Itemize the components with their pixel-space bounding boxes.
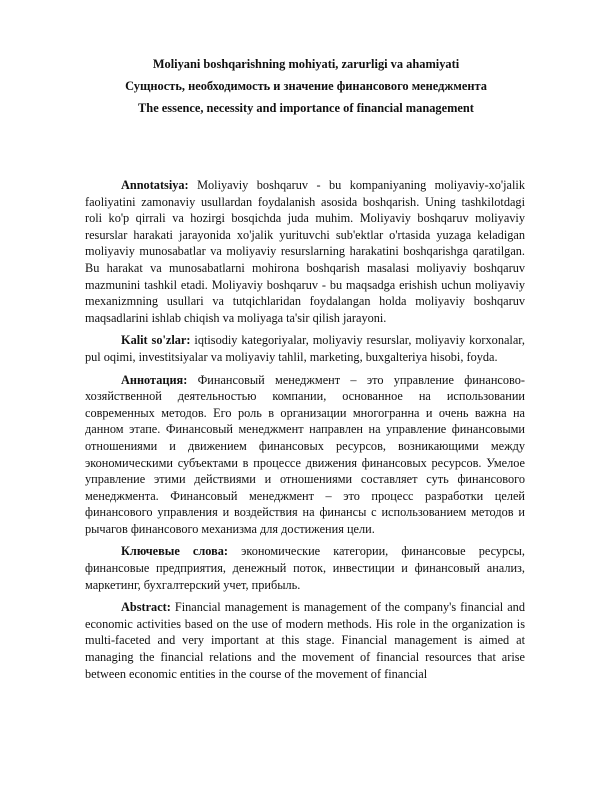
keywords-uzbek	[85, 332, 525, 365]
abstract-english	[85, 599, 525, 682]
title-english: The essence, necessity and importance of financial management	[138, 101, 474, 115]
abstract-english-label: Abstract:	[121, 600, 171, 615]
keywords-russian	[85, 543, 525, 593]
annotation-uzbek	[85, 177, 525, 326]
keywords-russian-label: Ключевые слова:	[121, 544, 228, 559]
keywords-uzbek-label: Kalit so'zlar:	[121, 333, 191, 348]
title-russian: Сущность, необходимость и значение финансового менеджмента	[125, 79, 487, 93]
title-uzbek: Moliyani boshqarishning mohiyati, zarurligi va ahamiyati	[152, 57, 460, 71]
keywords-uzbek-text: iqtisodiy kategoriyalar, moliyaviy resurslar, moliyaviy korxonalar, pul oqimi, investitsiyalar va moliyaviy tahlil, marketing, buxgalteriya hisobi, foyda.	[85, 333, 525, 364]
paper-body	[85, 177, 525, 688]
keywords-russian-text: экономические категории, финансовые ресурсы, финансовые предприятия, денежный поток, инвестиции и финансовый анализ, маркетинг, бухгалтерский учет, прибыль.	[85, 544, 525, 592]
annotation-russian-text: Финансовый менеджмент – это управление финансово-хозяйственной деятельностью компании, основанное на использовании современных методов. Его роль в организации многогранна и очень важна на данном этапе. Финансовый менеджмент направлен на управление финансовыми отношениями и движением финансовых ресурсов, возникающими между экономическими субъектами в процессе движения финансовых ресурсов. Умелое управление этими действиями и отношениями составляет суть финансового менеджмента. Финансовый менеджмент – это процесс разработки целей финансового управления и воздействия на финансы с использованием методов и рычагов финансового механизма для достижения цели.	[85, 372, 525, 536]
annotation-uzbek-label: Annotatsiya:	[121, 178, 189, 192]
annotation-uzbek-text: Moliyaviy boshqaruv - bu kompaniyaning moliyaviy-xo'jalik faoliyatini zamonaviy usullardan foydalanish asosida boshqarish. Uning tashkilotdagi roli ko'p qirrali va hozirgi bosqichda juda muhim. Moliyaviy boshqaruv moliyaviy resurslar harakati jarayonida xo'jalik yurituvchi sub'ektlar o'rtasida yuzaga keladigan moliyaviy munosabatlar va moliyaviy resurslarning harakatini boshqarishga qaratilgan. Bu harakat va munosabatlarni mohirona boshqarish masalasi moliyaviy boshqaruv mazmunini tashkil etadi. Moliyaviy boshqaruv - bu maqsadga erishish uchun moliyaviy mexanizmning usullari va tutqichlaridan foydalangan holda moliyaviy boshqaruv maqsadlarini ishlab chiqish va moliyaga ta'sir qilish jarayoni.	[85, 178, 526, 325]
title-block	[72, 56, 540, 122]
abstract-english-text: Financial management is management of the company's financial and economic activities based on the use of modern methods. His role in the organization is multi-faceted and very important at this stage. Financial management is aimed at managing the financial relations and the movement of financial resources that arise between economic entities in the course of the movement of financial	[85, 600, 525, 681]
annotation-russian-label: Аннотация:	[121, 372, 188, 387]
annotation-russian	[85, 372, 525, 538]
